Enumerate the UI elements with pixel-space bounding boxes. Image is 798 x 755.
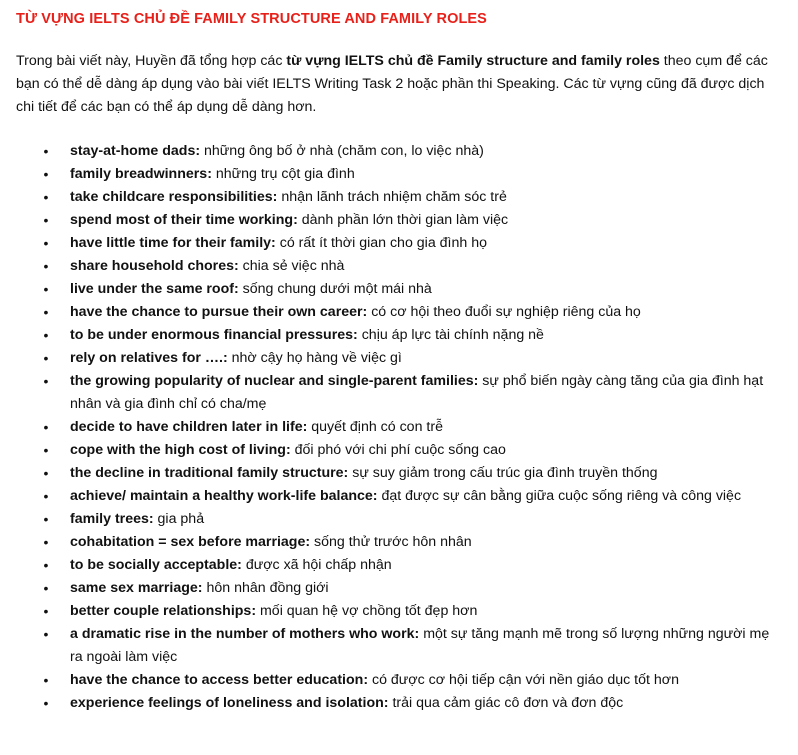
vocab-item bbox=[16, 370, 780, 416]
intro-text-bold: từ vựng IELTS chủ đề Family structure and family roles bbox=[286, 53, 660, 69]
vocab-term: have little time for their family: bbox=[70, 235, 276, 251]
vocab-item bbox=[16, 324, 780, 347]
vocab-meaning: gia phả bbox=[153, 511, 205, 527]
bullet-icon: • bbox=[43, 189, 49, 205]
vocab-meaning: nhờ cậy họ hàng về việc gì bbox=[227, 350, 402, 366]
vocab-item bbox=[16, 623, 780, 669]
vocab-meaning: đối phó với chi phí cuộc sống cao bbox=[290, 442, 506, 458]
vocab-term: decide to have children later in life: bbox=[70, 419, 308, 435]
vocab-meaning: sự suy giảm trong cấu trúc gia đình truyền thống bbox=[348, 465, 658, 481]
vocab-item bbox=[16, 462, 780, 485]
vocab-term: rely on relatives for ….: bbox=[70, 350, 228, 366]
bullet-icon: • bbox=[43, 258, 49, 274]
vocab-item bbox=[16, 600, 780, 623]
bullet-icon: • bbox=[43, 511, 49, 527]
bullet-icon: • bbox=[43, 143, 49, 159]
vocab-term: a dramatic rise in the number of mothers who work: bbox=[70, 626, 420, 642]
bullet-icon: • bbox=[43, 327, 49, 343]
bullet-icon: • bbox=[43, 672, 49, 688]
vocab-meaning: chịu áp lực tài chính nặng nề bbox=[357, 327, 544, 343]
bullet-icon: • bbox=[43, 304, 49, 320]
bullet-icon: • bbox=[43, 419, 49, 435]
vocab-term: cope with the high cost of living: bbox=[70, 442, 291, 458]
bullet-icon: • bbox=[43, 212, 49, 228]
intro-text-after: theo cụm để các bạn có thể dễ dàng áp dụng vào bài viết IELTS Writing Task 2 hoặc phần thi Speaking. Các từ vựng cũng đã được dịch chi tiết để các bạn có thể áp dụng dễ dàng hơn. bbox=[16, 53, 768, 115]
bullet-icon: • bbox=[43, 626, 49, 642]
vocab-item bbox=[16, 163, 780, 186]
vocab-term: better couple relationships: bbox=[70, 603, 257, 619]
vocab-term: same sex marriage: bbox=[70, 580, 203, 596]
vocab-meaning: được xã hội chấp nhận bbox=[241, 557, 392, 573]
bullet-icon: • bbox=[43, 281, 49, 297]
bullet-icon: • bbox=[43, 488, 49, 504]
vocab-term: live under the same roof: bbox=[70, 281, 239, 297]
vocab-item bbox=[16, 554, 780, 577]
bullet-icon: • bbox=[43, 465, 49, 481]
vocab-term: have the chance to pursue their own career: bbox=[70, 304, 368, 320]
vocab-meaning: đạt được sự cân bằng giữa cuộc sống riêng và công việc bbox=[377, 488, 742, 504]
bullet-icon: • bbox=[43, 557, 49, 573]
vocab-item bbox=[16, 416, 780, 439]
vocab-term: take childcare responsibilities: bbox=[70, 189, 278, 205]
vocab-term: to be under enormous financial pressures: bbox=[70, 327, 358, 343]
vocab-term: experience feelings of loneliness and isolation: bbox=[70, 695, 389, 711]
vocabulary-list bbox=[16, 140, 784, 715]
vocab-item bbox=[16, 186, 780, 209]
vocab-meaning: có rất ít thời gian cho gia đình họ bbox=[275, 235, 487, 251]
vocab-item bbox=[16, 140, 780, 163]
vocab-item bbox=[16, 577, 780, 600]
vocab-item bbox=[16, 278, 780, 301]
vocab-meaning: có được cơ hội tiếp cận với nền giáo dục tốt hơn bbox=[368, 672, 679, 688]
bullet-icon: • bbox=[43, 235, 49, 251]
vocab-item bbox=[16, 209, 780, 232]
bullet-icon: • bbox=[43, 534, 49, 550]
intro-text-before: Trong bài viết này, Huyền đã tổng hợp các bbox=[16, 53, 287, 69]
bullet-icon: • bbox=[43, 350, 49, 366]
vocab-item bbox=[16, 669, 780, 692]
vocab-meaning: chia sẻ việc nhà bbox=[238, 258, 345, 274]
vocab-term: have the chance to access better education: bbox=[70, 672, 369, 688]
vocab-term: family breadwinners: bbox=[70, 166, 212, 182]
vocab-term: stay-at-home dads: bbox=[70, 143, 201, 159]
article-title: TỪ VỰNG IELTS CHỦ ĐỀ FAMILY STRUCTURE AND FAMILY ROLES bbox=[16, 11, 487, 27]
vocab-meaning: trải qua cảm giác cô đơn và đơn độc bbox=[388, 695, 624, 711]
vocab-item bbox=[16, 485, 780, 508]
vocab-item bbox=[16, 301, 780, 324]
vocab-term: to be socially acceptable: bbox=[70, 557, 242, 573]
vocab-term: family trees: bbox=[70, 511, 154, 527]
vocab-term: achieve/ maintain a healthy work-life balance: bbox=[70, 488, 378, 504]
vocab-term: spend most of their time working: bbox=[70, 212, 298, 228]
vocab-term: the decline in traditional family structure: bbox=[70, 465, 349, 481]
bullet-icon: • bbox=[43, 695, 49, 711]
vocab-meaning: quyết định có con trễ bbox=[307, 419, 443, 435]
bullet-icon: • bbox=[43, 166, 49, 182]
vocab-meaning: có cơ hội theo đuổi sự nghiệp riêng của họ bbox=[367, 304, 641, 320]
vocab-item bbox=[16, 347, 780, 370]
vocab-item bbox=[16, 439, 780, 462]
vocab-item bbox=[16, 232, 780, 255]
vocab-meaning: hôn nhân đồng giới bbox=[202, 580, 329, 596]
vocab-meaning: những trụ cột gia đình bbox=[211, 166, 355, 182]
intro-paragraph bbox=[16, 50, 784, 119]
bullet-icon: • bbox=[43, 373, 49, 389]
vocab-item bbox=[16, 255, 780, 278]
bullet-icon: • bbox=[43, 603, 49, 619]
vocab-meaning: mối quan hệ vợ chồng tốt đẹp hơn bbox=[256, 603, 478, 619]
vocab-meaning: những ông bố ở nhà (chăm con, lo việc nhà) bbox=[200, 143, 484, 159]
vocab-item bbox=[16, 692, 780, 715]
vocab-meaning: dành phần lớn thời gian làm việc bbox=[297, 212, 509, 228]
vocab-item bbox=[16, 508, 780, 531]
vocab-term: cohabitation = sex before marriage: bbox=[70, 534, 311, 550]
vocab-item bbox=[16, 531, 780, 554]
bullet-icon: • bbox=[43, 442, 49, 458]
vocab-meaning: sự phổ biến ngày càng tăng của gia đình hạt nhân và gia đình chỉ có cha/mẹ bbox=[70, 373, 764, 412]
vocab-term: the growing popularity of nuclear and single-parent families: bbox=[70, 373, 479, 389]
vocab-term: share household chores: bbox=[70, 258, 239, 274]
vocab-meaning: một sự tăng mạnh mẽ trong số lượng những người mẹ ra ngoài làm việc bbox=[70, 626, 770, 665]
vocab-meaning: sống thử trước hôn nhân bbox=[310, 534, 472, 550]
bullet-icon: • bbox=[43, 580, 49, 596]
vocab-meaning: nhận lãnh trách nhiệm chăm sóc trẻ bbox=[277, 189, 507, 205]
vocab-meaning: sống chung dưới một mái nhà bbox=[238, 281, 432, 297]
